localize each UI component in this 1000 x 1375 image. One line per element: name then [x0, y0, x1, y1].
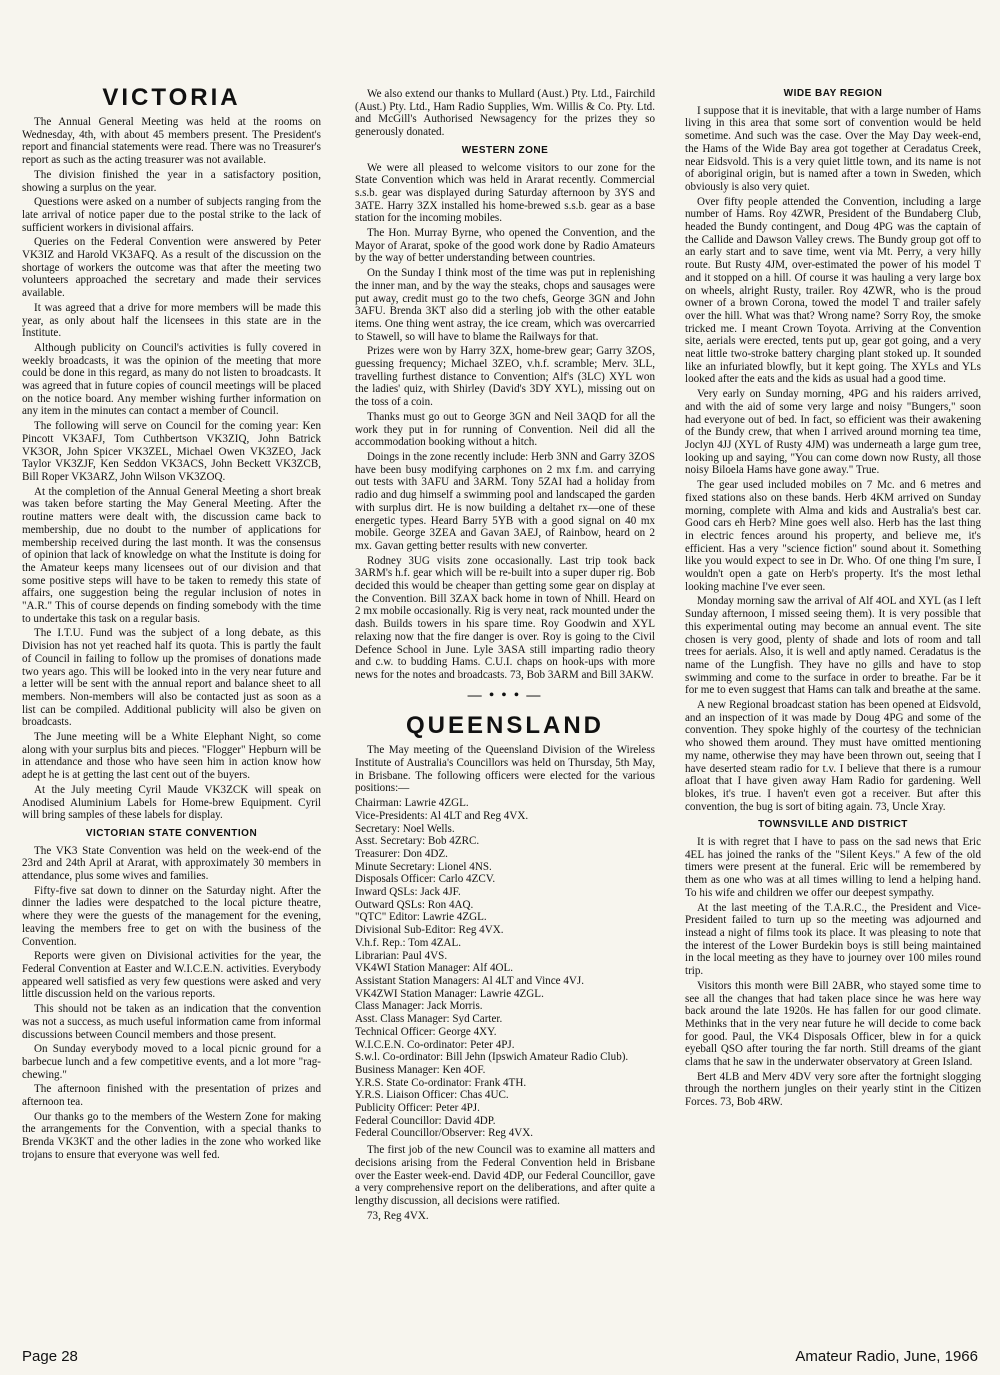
- paragraph: The afternoon finished with the presentation of prizes and afternoon tea.: [22, 1083, 321, 1109]
- paragraph: It is with regret that I have to pass on the sad news that Eric 4EL has joined the ranks of the "Silent Keys." A few of the old timers were present at the funeral. Eric will be remembered by them as one who was at all times willing to lend a helping hand. To his wife and children we offer our deepest sympathy.: [685, 836, 981, 899]
- officer-entry: Technical Officer: George 4XY.: [355, 1025, 497, 1038]
- wide-bay-heading: WIDE BAY REGION: [783, 88, 883, 99]
- officer-entry: Asst. Secretary: Bob 4ZRC.: [355, 835, 480, 848]
- paragraph: On the Sunday I think most of the time was put in replenishing the inner man, and by the way the steaks, chops and sausages were put away, credit must go to the two chefs, George 3GN and John 3AFU. Brenda 3KT also did a sterling job with the other eatable items. One thing went astray, the ice cream, which was overcarried to Stawell, so will have to blame the Railways for that.: [355, 267, 655, 343]
- townsville-body: [685, 836, 981, 1109]
- officer-entry: Vice-Presidents: Al 4LT and Reg 4VX.: [355, 809, 529, 822]
- victorian-convention-heading: VICTORIAN STATE CONVENTION: [85, 827, 258, 839]
- column-western-queensland: [355, 88, 655, 1224]
- officer-entry: Assistant Station Managers: Al 4LT and Vince 4VJ.: [355, 975, 585, 987]
- paragraph: The June meeting will be a White Elephant Night, so come along with your surplus bits and pieces. "Flogger" Hepburn will be in attendance and those who have seen him in action know how adept he is at getting the last cent out of the buyers.: [22, 731, 321, 782]
- section-divider: — • • • —: [467, 687, 543, 703]
- officer-entry: VK4ZWI Station Manager: Lawrie 4ZGL.: [355, 987, 544, 1000]
- paragraph: Monday morning saw the arrival of Alf 4OL and XYL (as I left Sunday afternoon, I missed seeing them). It is very possible that this experimental outing may become an annual event. The site chosen is very good, plenty of shade and lots of room and tall trees for aerials. Also, it is well and aptly named. Ceradatus is the name of the Lungfish. They have no gills and have to stop swimming and come to the surface in order to breathe. Far be it for me to even suggest that Hams can talk and breathe at the same.: [685, 595, 981, 697]
- paragraph: A new Regional broadcast station has been opened at Eidsvold, and an inspection of it was made by Doug 4PG and some of the convention. They spoke highly of the courtesy of the technician who showed them around. They must have omitted mentioning my name, otherwise they may have been thrown out, seeing that I have deserted steam radio for t.v. I believe that there is a rumour afloat that I have given away Ham Radio for gardening. Well blokes, it's true. I haven't even got a receiver. But after this convention, the bug is sort of biting again. 73, Uncle Xray.: [685, 699, 981, 813]
- paragraph: Fifty-five sat down to dinner on the Saturday night. After the dinner the ladies were despatched to the local picture theatre, where they were the guests of the management for the evening, leaving the members free to get on with the business of the Convention.: [22, 884, 321, 948]
- paragraph: At the July meeting Cyril Maude VK3ZCK will speak on Anodised Aluminium Labels for Home-brew Equipment. Cyril will bring samples of these labels for display.: [22, 783, 321, 822]
- officer-entry: Y.R.S. Liaison Officer: Chas 4UC.: [355, 1089, 509, 1102]
- officer-entry: V.h.f. Rep.: Tom 4ZAL.: [355, 936, 462, 949]
- paragraph: At the completion of the Annual General Meeting a short break was taken before starting the May General Meeting. After the routine matters were dealt with, the discussion came back to membership, due no doubt to the number of applications for membership received during the last month. It was the consensus of opinion that lack of knowledge on what the Institute is doing for the Amateur keeps many licensees out of our division and that some positive steps will have to be taken to remedy this state of affairs, one suggestion being the regular inclusion of notes in "A.R." This of course depends on finding somebody with the time to undertake this task on a regular basis.: [22, 485, 321, 625]
- queensland-title: QUEENSLAND: [405, 712, 604, 740]
- queensland-signoff: 73, Reg 4VX.: [367, 1209, 429, 1222]
- victorian-convention-body: [22, 845, 321, 1162]
- officer-entry: Outward QSLs: Ron 4AQ.: [355, 898, 474, 911]
- officer-list: [355, 797, 655, 1140]
- officer-entry: Y.R.S. State Co-ordinator: Frank 4TH.: [355, 1076, 527, 1089]
- paragraph: We were all pleased to welcome visitors to our zone for the State Convention which was held in Ararat recently. Commercial s.s.b. gear was displayed during Saturday afternoon by 3YS and 3ATE. Harry 3ZX installed his home-brewed s.s.b. gear as a base station for the incoming mobiles.: [355, 161, 655, 225]
- officer-entry: Federal Councillor/Observer: Reg 4VX.: [355, 1127, 534, 1140]
- paragraph: Questions were asked on a number of subjects ranging from the late arrival of notice paper due to the postal strike to the lack of sufficient workers in divisional affairs.: [22, 196, 321, 234]
- paragraph: Over fifty people attended the Convention, including a large number of Hams. Roy 4ZWR, President of the Bundaberg Club, headed the Bundy contingent, and Doug 4PG was the captain of the Callide and Dawson Valley crews. The Bundy group got off to an early start and to save time, went via Mt. Perry, a very hilly route. But Rusty 4JM, over-estimated the power of his model T and it stopped on a hill. Of course it was hauling a very large box on wheels, alright Rusty, trailer. Roy 4ZWR, who is the proud owner of a brown Corona, towed the model T and trailer safely over the hill. What was that? Wrong name? Sorry Roy, the smoke tricked me. I meant Crown Toyota. Arriving at the Convention site, aerials were erected, tents put up, gear got going, and a very neat little two-stroke battery charging plant stoked up. It sounded like an infuriated blowfly, but it kept going. The XYLs and YLs looked after the eats and the kids as usual had a good time.: [685, 195, 981, 386]
- paragraph: The Hon. Murray Byrne, who opened the Convention, and the Mayor of Ararat, spoke of the good work done by Radio Amateurs by the way of better understanding between countries.: [355, 227, 655, 265]
- paragraph: The Annual General Meeting was held at the rooms on Wednesday, 4th, with about 45 members present. The President's report and financial statements were read. There was no Treasurer's report as such as the acting treasurer was not available.: [22, 116, 321, 167]
- officer-entry: "QTC" Editor: Lawrie 4ZGL.: [355, 911, 487, 924]
- officer-entry: Divisional Sub-Editor: Reg 4VX.: [355, 924, 504, 937]
- officer-entry: S.w.l. Co-ordinator: Bill Jehn (Ipswich Amateur Radio Club).: [355, 1051, 629, 1064]
- queensland-closing: The first job of the new Council was to examine all matters and decisions arising from the Federal Convention held in Brisbane over the Easter week-end. David 4DP, our Federal Councillor, gave a very comprehensive report on the deliberations, and after quite a lengthy discussion, all decisions were ratified.: [355, 1144, 655, 1207]
- western-zone-body: [355, 162, 655, 682]
- queensland-intro: The May meeting of the Queensland Division of the Wireless Institute of Australia's Councillors was held on Thursday, 5th May, in Brisbane. The following officers were elected for the various positions:—: [355, 744, 655, 795]
- prize-thanks-paragraph: We also extend our thanks to Mullard (Aust.) Pty. Ltd., Fairchild (Aust.) Pty. Ltd., Ham Radio Supplies, Wm. Willis & Co. Pty. Ltd. and McGill's Authorised Newsagency for the prizes they so generously donated.: [355, 88, 655, 139]
- officer-entry: Asst. Class Manager: Syd Carter.: [355, 1013, 503, 1026]
- paragraph: Although publicity on Council's activities is fully covered in weekly broadcasts, it was the opinion of the meeting that more could be done in this regard, as many do not listen to broadcasts. It was agreed that in future copies of council meetings will be placed on the notice board. Any member wishing further information on any item in the minutes can contact a member of Council.: [22, 341, 321, 418]
- wide-bay-body: [685, 105, 981, 814]
- victoria-body: [22, 116, 321, 822]
- victoria-title: VICTORIA: [102, 84, 241, 111]
- officer-entry: Minute Secretary: Lionel 4NS.: [355, 860, 492, 873]
- paragraph: Thanks must go out to George 3GN and Neil 3AQD for all the work they put in for running of Convention. Neil did all the accommodation booking without a hitch.: [355, 410, 655, 449]
- paragraph: The I.T.U. Fund was the subject of a long debate, as this Division has not yet reached half its quota. This is partly the fault of Council in failing to follow up the promises of donations made two years ago. This will be looked into in the very near future and a letter will be sent with the annual report and balance sheet to all members. Non-members will also be contacted just as soon as a list can be compiled. Additional publicity will also be given on broadcasts.: [22, 627, 321, 729]
- paragraph: Doings in the zone recently include: Herb 3NN and Garry 3ZOS have been busy modifying carphones on 2 mx f.m. and carrying out tests with 3AFU and 3ARM. Tony 5ZAI had a holiday from radio and dug himself a swimming pool and landscaped the garden with surplus dirt. He is now building a deltahet rx—one of these energetic types. Heard Barry 5YB with a good signal on 40 mx mobile. George 3ZEA and Gavan 3AEJ, of Rainbow, heard on 2 mx. Gavan getting better results with new converter.: [355, 450, 655, 552]
- officer-entry: Treasurer: Don 4DZ.: [355, 847, 448, 860]
- paragraph: It was agreed that a drive for more members will be made this year, as only about half the licensees in this state are in the Institute.: [22, 301, 321, 340]
- officer-entry: Federal Councillor: David 4DP.: [355, 1114, 496, 1127]
- paragraph: Visitors this month were Bill 2ABR, who stayed some time to see all the changes that had taken place since he was here way back around the late 1920s. He has fallen for our good climate. Methinks that in the very near future he will decide to come back for good. Paul, the VK4 Disposals Officer, blew in for a quick eyeball QSO after touring the far north. Still dreams of the giant clams that he saw in the underwater observatory at Green Island.: [685, 979, 981, 1069]
- paragraph: This should not be taken as an indication that the convention was not a success, as much useful information came from informal discussions between Council members and those present.: [22, 1003, 321, 1041]
- paragraph: Our thanks go to the members of the Western Zone for making the arrangements for the Convention, with a special thanks to Brenda VK3KT and the other ladies in the zone who worked like trojans to ensure that everyone was well fed.: [22, 1110, 321, 1161]
- paragraph: On Sunday everybody moved to a local picnic ground for a barbecue lunch and a few competitive events, and a lot more "rag-chewing.": [22, 1043, 321, 1081]
- page-footer: [22, 1348, 978, 1365]
- paragraph: The division finished the year in a satisfactory position, showing a surplus on the year.: [22, 168, 321, 194]
- paragraph: Very early on Sunday morning, 4PG and his raiders arrived, and with the aid of some very large and noisy "Bungers," soon had everyone out of bed. In fact, so efficient was their awakening of the Bundy crew, that when I arrived around morning tea time, Joclyn 4JJ (XYL of Rusty 4JM) was underneath a large gum tree, looking up and saying, "You can come down now Rusty, all those noisy Biloela Hams have gone away." True.: [685, 388, 981, 477]
- officer-entry: Inward QSLs: Jack 4JF.: [355, 886, 461, 899]
- officer-entry: Business Manager: Ken 4OF.: [355, 1063, 486, 1076]
- issue-line: Amateur Radio, June, 1966: [795, 1348, 978, 1365]
- officer-entry: Disposals Officer: Carlo 4ZCV.: [355, 873, 496, 886]
- paragraph: Reports were given on Divisional activities for the year, the Federal Convention at Easter and W.I.C.E.N. activities. Everybody appeared well satisfied as very few questions were asked and very little discussion held on the various reports.: [22, 950, 321, 1001]
- paragraph: I suppose that it is inevitable, that with a large number of Hams living in this area that some sort of convention would be held sometime. And such was the case. Over the May Day week-end, the Hams of the Wide Bay area got together at Ceradatus Creek, near Eidsvold. This is a very quiet little town, and its name is not of aboriginal origin, but is named after a town in Sweden, which obviously is also very quiet.: [685, 104, 981, 193]
- officer-entry: Secretary: Noel Wells.: [355, 822, 455, 835]
- paragraph: Prizes were won by Harry 3ZX, home-brew gear; Garry 3ZOS, guessing frequency; Michael 3ZEO, v.h.f. scramble; Merv. 3LL, travelling furthest distance to Convention; Alf's (3LC) XYL won the ladies' quiz, with Shirley (David's 3DY XYL), missing out on the toss of a coin.: [355, 345, 655, 409]
- column-wide-bay-townsville: [685, 88, 981, 1111]
- paragraph: The following will serve on Council for the coming year: Ken Pincott VK3AFJ, Tom Cuthbertson VK3ZIQ, John Batrick VK3OR, John Spicer VK3ZEL, Michael Owen VK3ZEO, Jack Taylor VK3ZJF, Ken Seddon VK3ACS, John Beckett VK3ZCB, Bill Roper VK3ARZ, John Wilson VK3ZOQ.: [22, 420, 321, 483]
- western-zone-heading: WESTERN ZONE: [461, 144, 549, 156]
- column-victoria: [22, 84, 321, 1164]
- page-number: Page 28: [22, 1348, 78, 1365]
- officer-entry: Librarian: Paul 4VS.: [355, 949, 448, 962]
- officer-entry: Class Manager: Jack Morris.: [355, 1000, 483, 1013]
- paragraph: The VK3 State Convention was held on the week-end of the 23rd and 24th April at Ararat, with approximately 30 members in attendance, plus some wives and families.: [22, 844, 321, 883]
- officer-entry: W.I.C.E.N. Co-ordinator: Peter 4PJ.: [355, 1038, 515, 1051]
- paragraph: At the last meeting of the T.A.R.C., the President and Vice-President failed to turn up so the meeting was adjourned and instead a night of films took its place. It was pleasing to note that the interest of the Lower Burdekin boys is still being maintained in the local meeting as they have to journey over 100 miles round trip.: [685, 901, 981, 978]
- paragraph: The gear used included mobiles on 7 Mc. and 6 metres and fixed stations also on these bands. Herb 4KM arrived on Sunday morning, complete with Alma and kids and Australia's best car. Good cars eh Herb? Mine goes well also. Herb has the last thing in electric fences around his property, and believe me, it's efficient. Has a very "science fiction" sound about it. Something like you would expect to see in Dr. Who. Of one thing I'm sure, I wouldn't open a gate on Herb's property. It's the most lethal looking machine I've ever seen.: [685, 479, 981, 593]
- paragraph: Bert 4LB and Merv 4DV very sore after the fortnight slogging through the northern jungles on their yearly stint in the Citizen Forces. 73, Bob 4RW.: [685, 1070, 981, 1109]
- paragraph: Rodney 3UG visits zone occasionally. Last trip took back 3ARM's h.f. gear which will be re-built into a super duper rig. Bob decided this would be cheaper than getting some gear on display at the Convention. Bill 3ZAX back home in town of Nhill. Heard on 2 mx mobile occasionally. Rig is very neat, rack mounted under the dash. Builds towers in his spare time. Roy Goodwin and XYL relaxing now that the fire danger is over. Roy is going to the Civil Defence School in June. Lyle 3ASA still imparting radio theory and c.w. to budding Hams. C.U.I. chaps on hook-ups with more news for the notes and broadcasts. 73, Bob 3ARM and Bill 3AKW.: [355, 554, 655, 681]
- officer-entry: Chairman: Lawrie 4ZGL.: [355, 797, 469, 810]
- paragraph: Queries on the Federal Convention were answered by Peter VK3IZ and Harold VK3AFQ. As a result of the discussion on the shortage of workers the outcome was that after the meeting two volunteers approached the secretary and made their services available.: [22, 236, 321, 300]
- townsville-heading: TOWNSVILLE AND DISTRICT: [758, 819, 908, 831]
- officer-entry: VK4WI Station Manager: Alf 4OL.: [355, 962, 514, 975]
- officer-entry: Publicity Officer: Peter 4PJ.: [355, 1102, 480, 1115]
